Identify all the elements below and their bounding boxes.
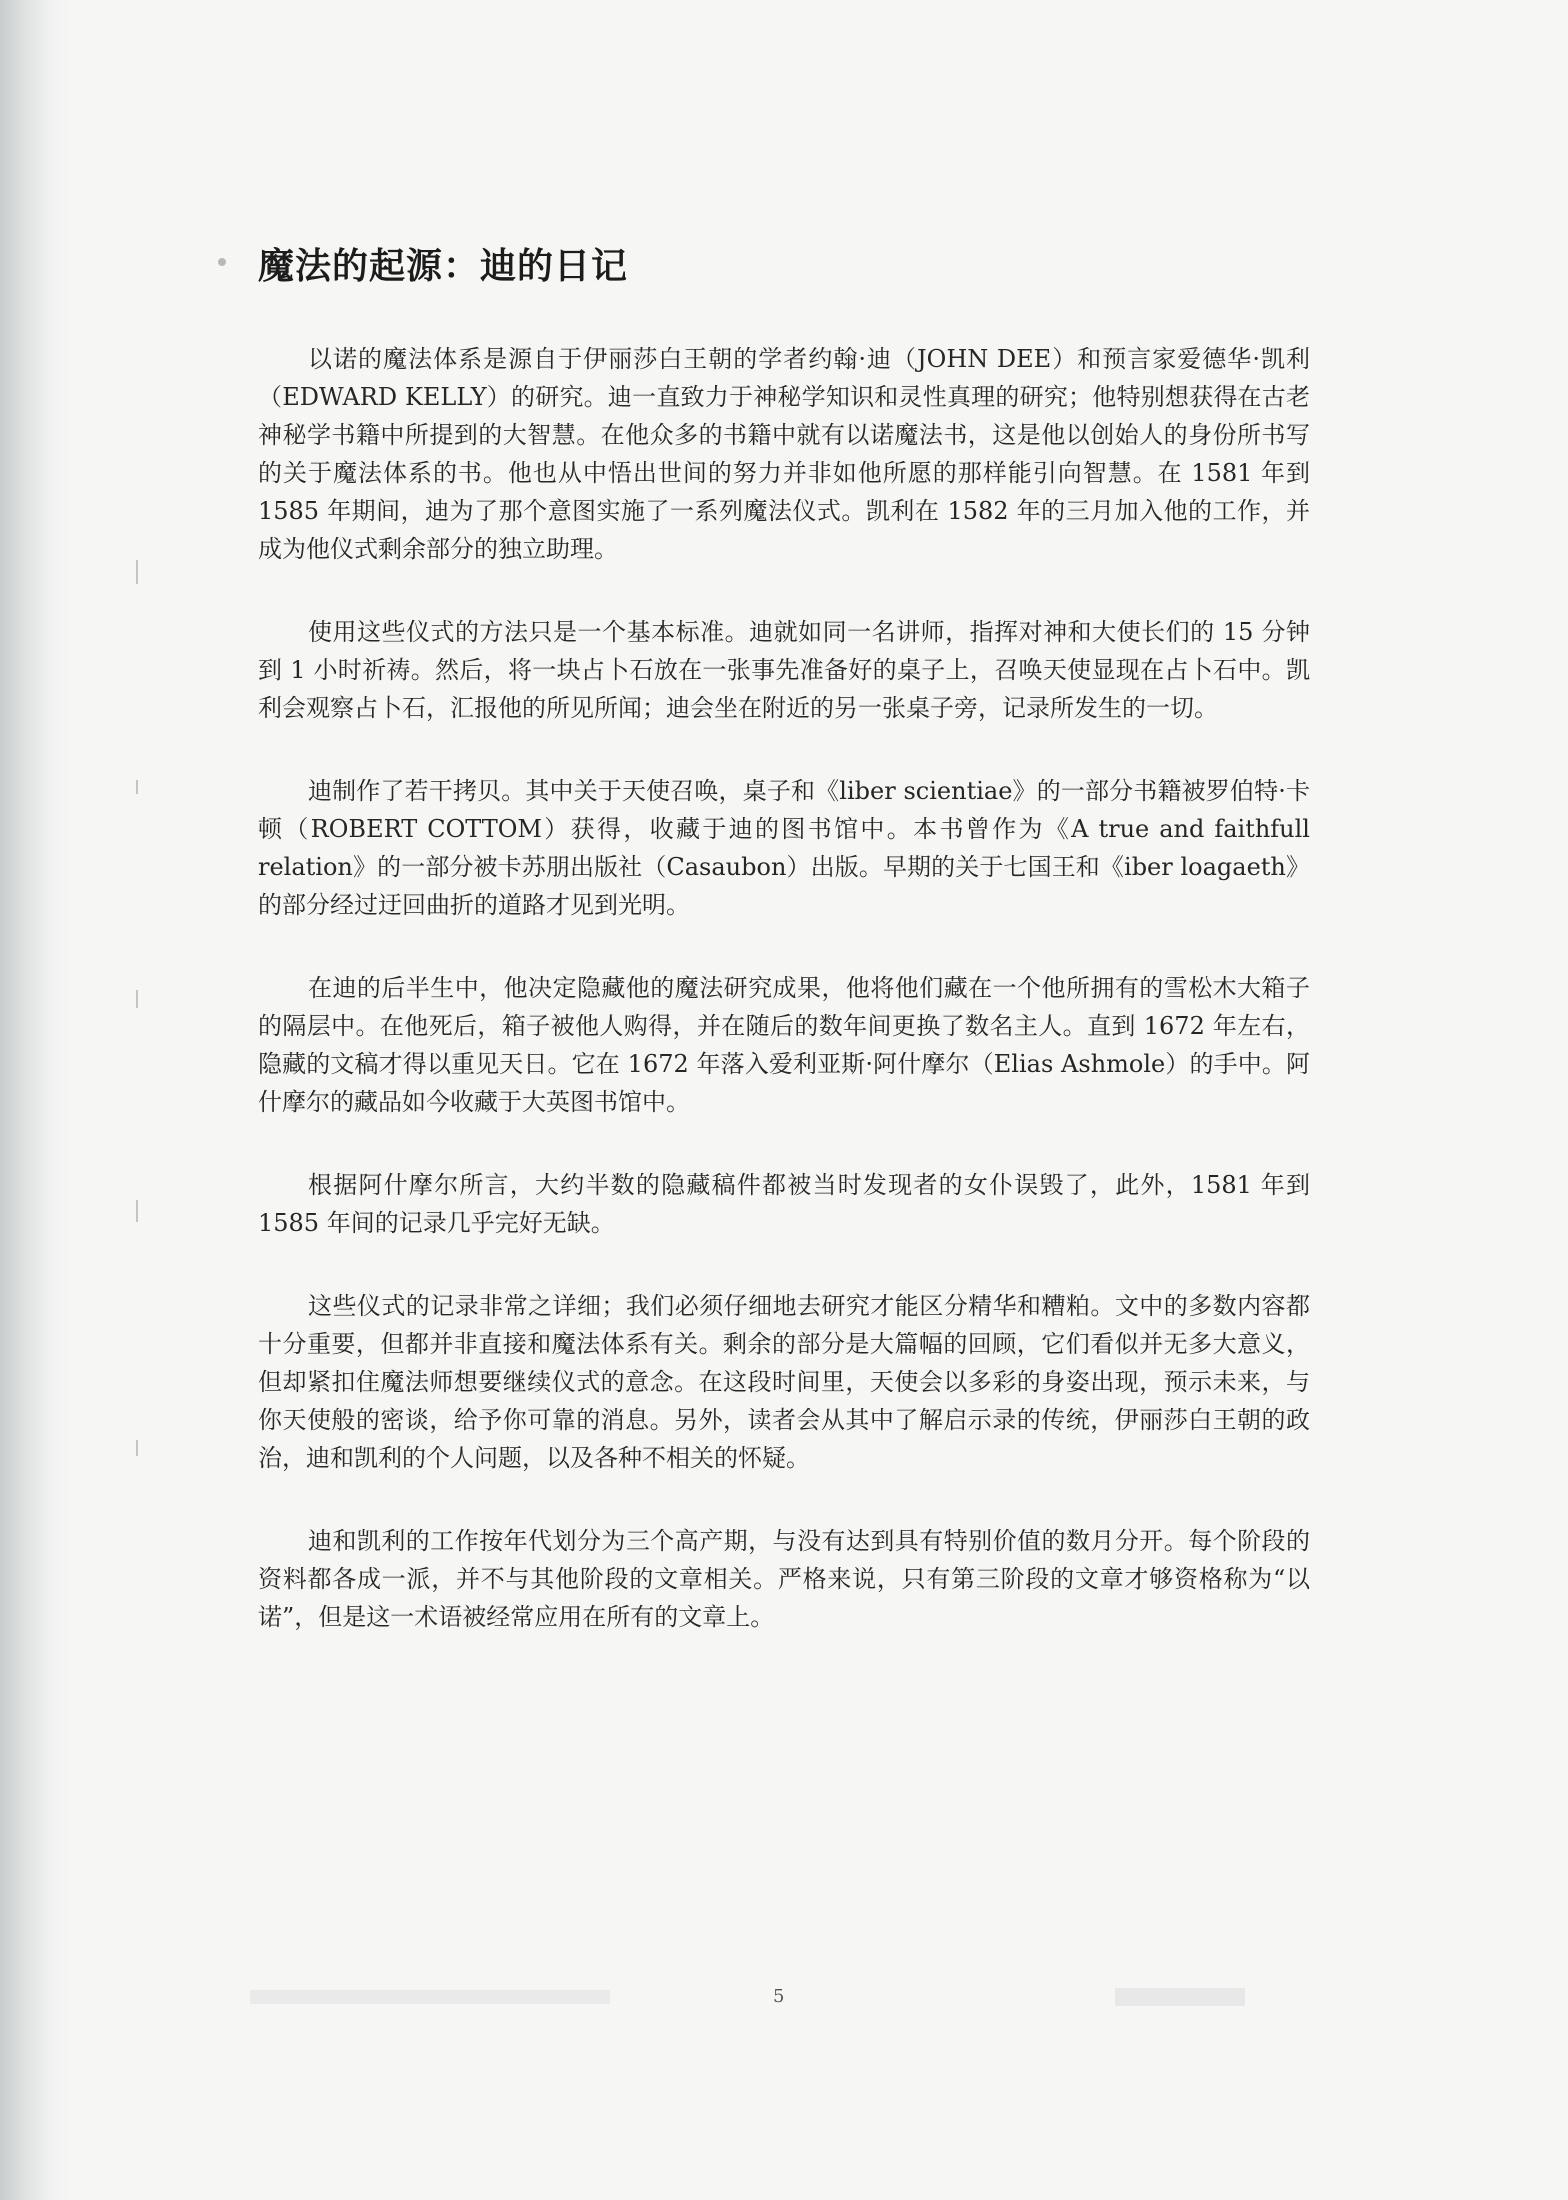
- heading-bullet: [218, 258, 226, 266]
- paragraph: 这些仪式的记录非常之详细；我们必须仔细地去研究才能区分精华和糟粕。文中的多数内容都十分重要，但都并非直接和魔法体系有关。剩余的部分是大篇幅的回顾，它们看似并无多大意义，但却紧扣住魔法师想要继续仪式的意念。在这段时间里，天使会以多彩的身姿出现，预示未来，与你天使般的密谈，给予你可靠的消息。另外，读者会从其中了解启示录的传统，伊丽莎白王朝的政治，迪和凯利的个人问题，以及各种不相关的怀疑。: [258, 1292, 1310, 1472]
- paragraph: 使用这些仪式的方法只是一个基本标准。迪就如同一名讲师，指挥对神和大使长们的 15 分钟到 1 小时祈祷。然后，将一块占卜石放在一张事先准备好的桌子上，召唤天使显现在占卜石中。凯利会观察占卜石，汇报他的所见所闻；迪会坐在附近的另一张桌子旁，记录所发生的一切。: [258, 618, 1310, 722]
- scan-marks: [136, 560, 142, 1460]
- page-title: 魔法的起源：迪的日记: [258, 246, 629, 287]
- page-number: 5: [773, 1986, 785, 2007]
- body-text: [258, 340, 1310, 1681]
- paragraph: 根据阿什摩尔所言，大约半数的隐藏稿件都被当时发现者的女仆误毁了，此外，1581 年到 1585 年间的记录几乎完好无缺。: [258, 1171, 1310, 1237]
- binding-shadow: [0, 0, 70, 2200]
- paragraph: 迪制作了若干拷贝。其中关于天使召唤，桌子和《liber scientiae》的一部分书籍被罗伯特·卡顿（ROBERT COTTOM）获得，收藏于迪的图书馆中。本书曾作为《A true and faithfull relation》的一部分被卡苏朋出版社（Casaubon）出版。早期的关于七国王和《iber loagaeth》的部分经过迂回曲折的道路才见到光明。: [258, 777, 1310, 919]
- paragraph: 迪和凯利的工作按年代划分为三个高产期，与没有达到具有特别价值的数月分开。每个阶段的资料都各成一派，并不与其他阶段的文章相关。严格来说，只有第三阶段的文章才够资格称为“以诺”，但是这一术语被经常应用在所有的文章上。: [258, 1527, 1310, 1631]
- paragraph: 在迪的后半生中，他决定隐藏他的魔法研究成果，他将他们藏在一个他所拥有的雪松木大箱子的隔层中。在他死后，箱子被他人购得，并在随后的数年间更换了数名主人。直到 1672 年左右，隐藏的文稿才得以重见天日。它在 1672 年落入爱利亚斯·阿什摩尔（Elias Ashmole）的手中。阿什摩尔的藏品如今收藏于大英图书馆中。: [258, 974, 1310, 1116]
- faint-footer-left: [250, 1990, 610, 2004]
- paragraph: 以诺的魔法体系是源自于伊丽莎白王朝的学者约翰·迪（JOHN DEE）和预言家爱德华·凯利（EDWARD KELLY）的研究。迪一直致力于神秘学知识和灵性真理的研究；他特别想获得在古老神秘学书籍中所提到的大智慧。在他众多的书籍中就有以诺魔法书，这是他以创始人的身份所书写的关于魔法体系的书。他也从中悟出世间的努力并非如他所愿的那样能引向智慧。在 1581 年到 1585 年期间，迪为了那个意图实施了一系列魔法仪式。凯利在 1582 年的三月加入他的工作，并成为他仪式剩余部分的独立助理。: [258, 345, 1310, 563]
- faint-footer-right: [1115, 1988, 1245, 2006]
